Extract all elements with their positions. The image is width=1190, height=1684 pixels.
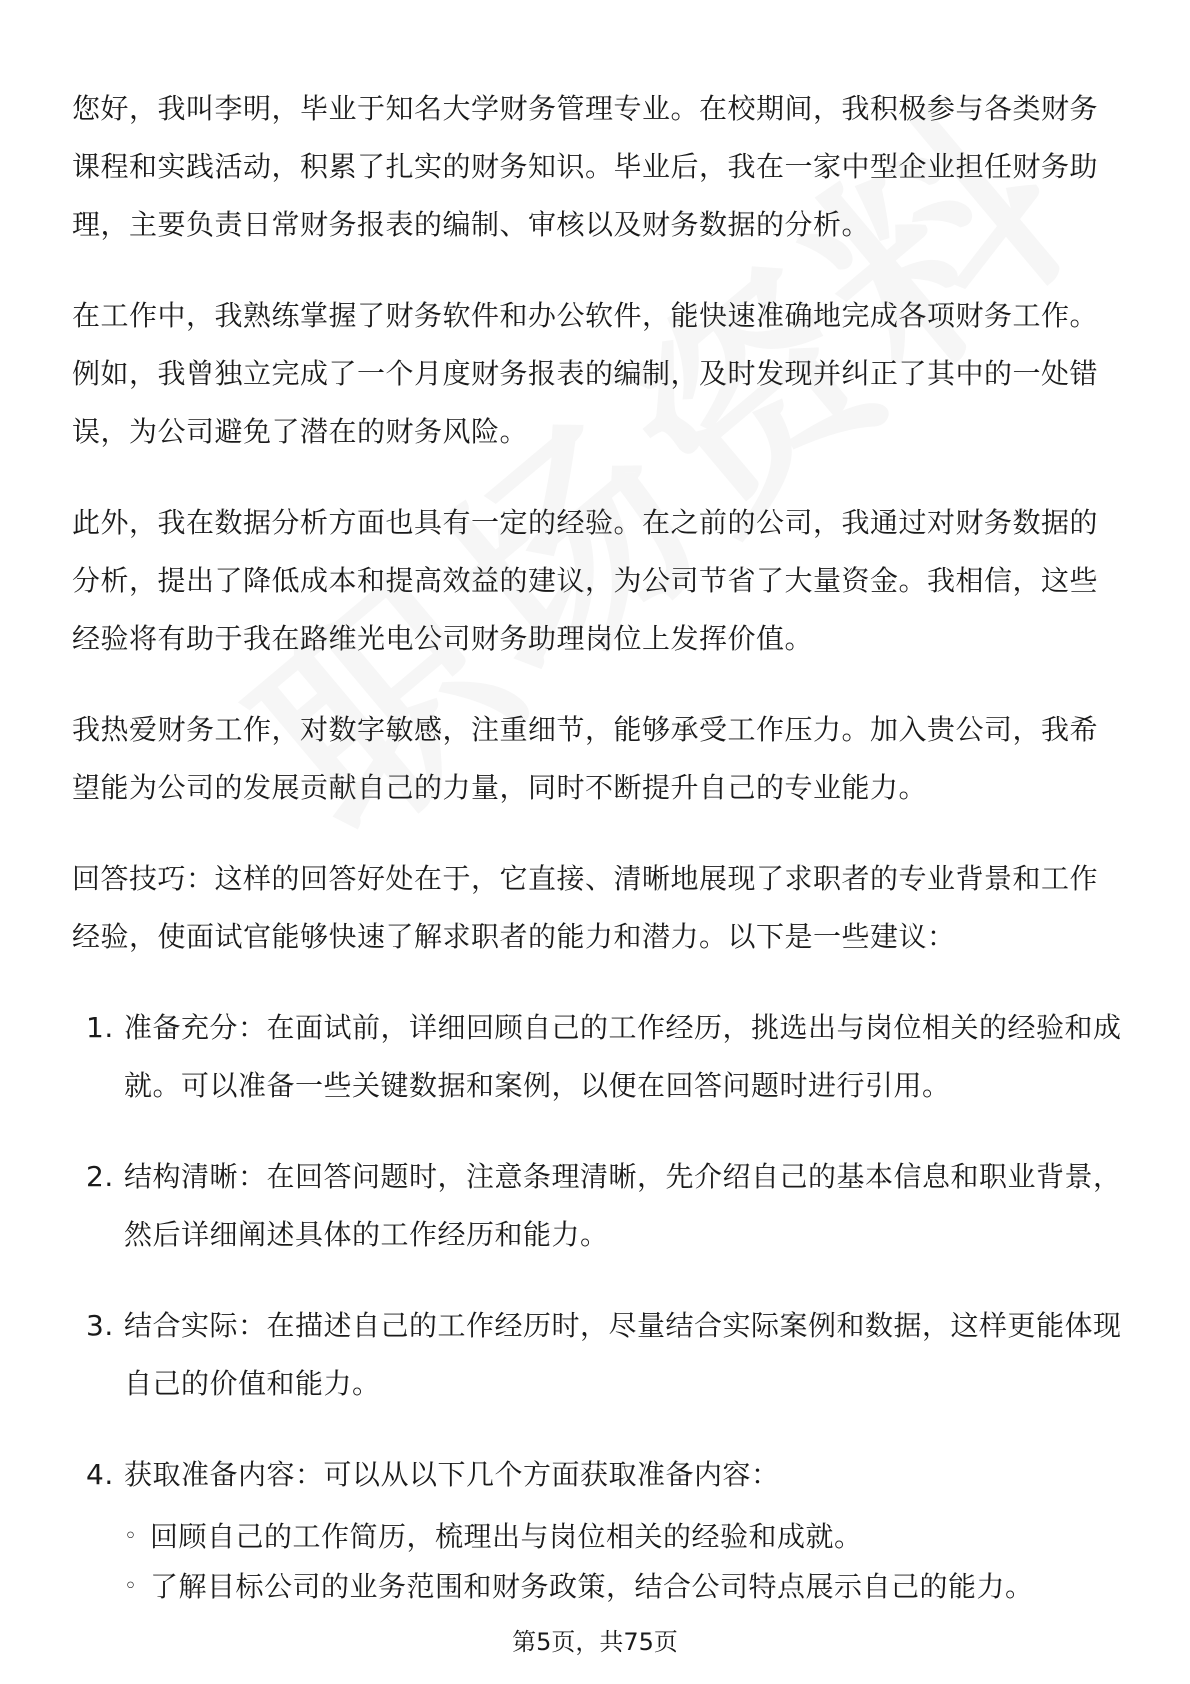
- sub-item-text: 回顾自己的工作简历，梳理出与岗位相关的经验和成就。: [150, 1520, 863, 1553]
- paragraph-analysis: 此外，我在数据分析方面也具有一定的经验。在之前的公司，我通过对财务数据的分析，提出了降低成本和提高效益的建议，为公司节省了大量资金。我相信，这些经验将有助于我在路维光电公司财务助理岗位上发挥价值。: [72, 506, 1099, 655]
- paragraph-intro: 您好，我叫李明，毕业于知名大学财务管理专业。在校期间，我积极参与各类财务课程和实践活动，积累了扎实的财务知识。毕业后，我在一家中型企业担任财务助理，主要负责日常财务报表的编制、审核以及财务数据的分析。: [72, 92, 1099, 241]
- tip-number: 2.: [86, 1160, 114, 1193]
- tip-item: [72, 1297, 1122, 1413]
- paragraph-passion: 我热爱财务工作，对数字敏感，注重细节，能够承受工作压力。加入贵公司，我希望能为公司的发展贡献自己的力量，同时不断提升自己的专业能力。: [72, 713, 1099, 804]
- sub-item-text: 了解目标公司的业务范围和财务政策，结合公司特点展示自己的能力。: [150, 1570, 1034, 1603]
- tip-number: 1.: [86, 1011, 114, 1044]
- tip-text: 结构清晰：在回答问题时，注意条理清晰，先介绍自己的基本信息和职业背景，然后详细阐述具体的工作经历和能力。: [124, 1160, 1122, 1251]
- circle-bullet-icon: ◦: [124, 1524, 138, 1549]
- circle-bullet-icon: ◦: [124, 1574, 138, 1599]
- tip-text: 获取准备内容：可以从以下几个方面获取准备内容：: [124, 1458, 780, 1491]
- sub-list: [124, 1512, 1122, 1612]
- sub-list-item: [124, 1562, 1122, 1612]
- tip-item: [72, 1148, 1122, 1264]
- tip-number: 4.: [86, 1458, 114, 1491]
- document-body: [72, 80, 1122, 1645]
- paragraph-work: 在工作中，我熟练掌握了财务软件和办公软件，能快速准确地完成各项财务工作。例如，我曾独立完成了一个月度财务报表的编制，及时发现并纠正了其中的一处错误，为公司避免了潜在的财务风险。: [72, 299, 1099, 448]
- tip-item: [72, 999, 1122, 1115]
- tip-item: [72, 1446, 1122, 1612]
- paragraph-tips-intro: 回答技巧：这样的回答好处在于，它直接、清晰地展现了求职者的专业背景和工作经验，使面试官能够快速了解求职者的能力和潜力。以下是一些建议：: [72, 862, 1099, 953]
- tip-text: 结合实际：在描述自己的工作经历时，尽量结合实际案例和数据，这样更能体现自己的价值和能力。: [124, 1309, 1122, 1400]
- tip-text: 准备充分：在面试前，详细回顾自己的工作经历，挑选出与岗位相关的经验和成就。可以准备一些关键数据和案例，以便在回答问题时进行引用。: [124, 1011, 1122, 1102]
- tips-list: [72, 999, 1122, 1612]
- page-number: 第5页，共75页: [512, 1628, 678, 1656]
- tip-number: 3.: [86, 1309, 114, 1342]
- sub-list-item: [124, 1512, 1122, 1562]
